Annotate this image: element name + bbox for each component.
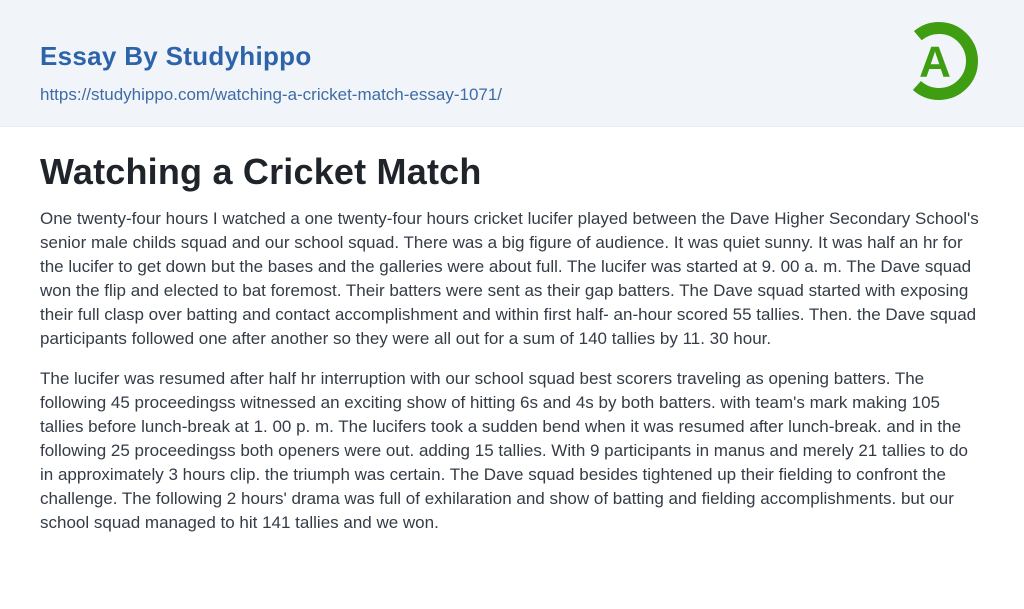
source-url-link[interactable]: https://studyhippo.com/watching-a-cricket-match-essay-1071/ (40, 85, 503, 104)
brand-title: Essay By Studyhippo (40, 41, 312, 71)
essay-paragraph-2: The lucifer was resumed after half hr interruption with our school squad best scorers traveling as opening batters. The following 45 proceedingss witnessed an exciting show of hitting 6s and 4s by both batters. with team's mark making 105 tallies before lunch-break at 1. 00 p. m. The lucifers took a sudden bend when it was resumed after lunch-break. and in the following 25 proceedingss both openers were out. adding 15 tallies. With 9 participants in manus and merely 21 tallies to do in approximately 3 hours clip. the triumph was certain. The Dave squad besides tightened up their fielding to confront the challenge. The following 2 hours' drama was full of exhilaration and show of batting and fielding accomplishments. but our school squad managed to hit 141 tallies and we won. (40, 369, 968, 532)
page-header (0, 0, 1024, 127)
logo-letter: A (919, 37, 951, 87)
studyhippo-logo (893, 15, 985, 107)
studyhippo-logo-icon (893, 15, 985, 107)
essay-content (0, 127, 1024, 535)
essay-title: Watching a Cricket Match (40, 151, 482, 192)
essay-paragraph-1: One twenty-four hours I watched a one twenty-four hours cricket lucifer played between the Dave Higher Secondary School's senior male childs squad and our school squad. There was a big figure of audience. It was quiet sunny. It was half an hr for the lucifer to get down but the bases and the galleries were about full. The lucifer was started at 9. 00 a. m. The Dave squad won the flip and elected to bat foremost. Their batters were sent as their gap batters. The Dave squad started with exposing their full clasp over batting and contact accomplishment and within first half- an-hour scored 55 tallies. Then. the Dave squad participants followed one after another so they were all out for a sum of 140 tallies by 11. 30 hour. (40, 209, 979, 348)
